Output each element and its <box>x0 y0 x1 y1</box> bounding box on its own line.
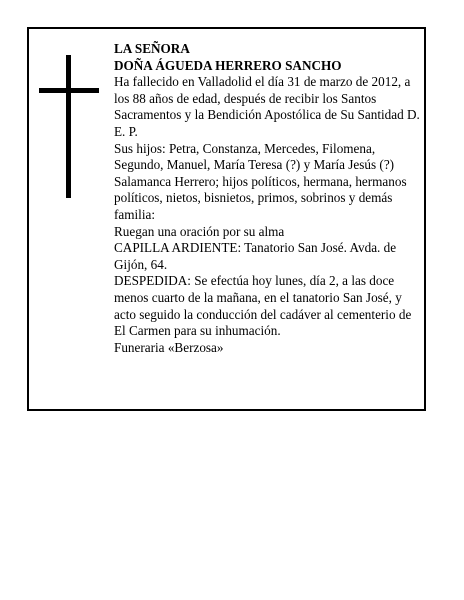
notice-deceased-name: DOÑA ÁGUEDA HERRERO SANCHO <box>114 57 342 73</box>
cross-horizontal-bar <box>39 88 99 93</box>
notice-family-list: Sus hijos: Petra, Constanza, Mercedes, Filomena, Segundo, Manuel, María Teresa (?) y María Jesús (?) Salamanca Herrero; hijos políticos, hermana, hermanos políticos, nietos, bisnietos, primos, sobrinos y demás familia: <box>114 140 407 222</box>
notice-death-announcement: Ha fallecido en Valladolid el día 31 de marzo de 2012, a los 88 años de edad, después de recibir los Santos Sacramentos y la Bendición Apostólica de Su Santidad D. E. P. <box>114 74 420 139</box>
notice-farewell-info: DESPEDIDA: Se efectúa hoy lunes, día 2, a las doce menos cuarto de la mañana, en el tanatorio San José, y acto seguido la conducción del cadáver al cementerio de El Carmen para su inhumación. <box>114 273 412 339</box>
obituary-notice <box>27 27 426 411</box>
notice-title-line-1: LA SEÑORA <box>114 41 190 56</box>
cross-icon <box>39 55 99 198</box>
notice-body <box>114 41 424 356</box>
notice-chapel-info: CAPILLA ARDIENTE: Tanatorio San José. Avda. de Gijón, 64. <box>114 240 397 272</box>
notice-funeral-home: Funeraria «Berzosa» <box>114 339 224 355</box>
notice-prayer-request: Ruegan una oración por su alma <box>114 223 285 239</box>
cross-vertical-bar <box>66 55 71 198</box>
